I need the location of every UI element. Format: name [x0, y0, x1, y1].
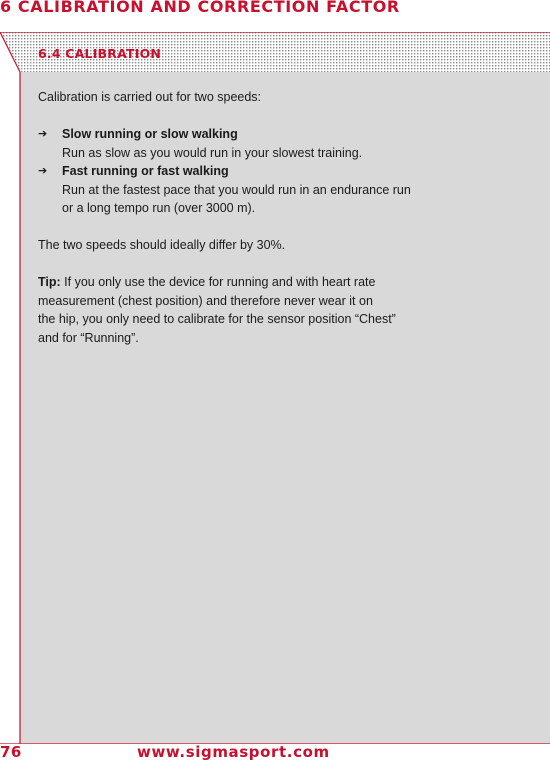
body-text: [38, 88, 478, 347]
bullet-title: Slow running or slow walking: [62, 127, 238, 141]
arrow-right-icon: ➔: [38, 165, 48, 177]
bullet-title: Fast running or fast walking: [62, 164, 229, 178]
chapter-title: 6 CALIBRATION AND CORRECTION FACTOR: [0, 0, 400, 16]
tip-line: If you only use the device for running and with heart rate: [64, 275, 376, 289]
bullet-desc-line: Run at the fastest pace that you would run in an endurance run: [62, 182, 411, 197]
arrow-right-icon: ➔: [38, 128, 48, 140]
bullet-desc: Run as slow as you would run in your slowest training.: [62, 145, 363, 160]
bullet-desc-line: or a long tempo run (over 3000 m).: [62, 201, 256, 215]
tip-line: measurement (chest position) and therefore never wear it on: [38, 293, 373, 308]
page-number: 76: [0, 743, 22, 761]
tip-line: and for “Running”.: [38, 330, 139, 345]
intro-text: Calibration is carried out for two speeds:: [38, 90, 262, 104]
tip-paragraph: [38, 273, 478, 347]
section-title: 6.4 CALIBRATION: [38, 46, 162, 61]
website-url[interactable]: www.sigmasport.com: [137, 743, 330, 761]
difference-note: The two speeds should ideally differ by 30%.: [38, 238, 286, 252]
tip-line: the hip, you only need to calibrate for the sensor position “Chest”: [38, 312, 396, 326]
list-item: [38, 162, 478, 218]
tip-label: Tip:: [38, 275, 61, 289]
list-item: [38, 125, 478, 162]
